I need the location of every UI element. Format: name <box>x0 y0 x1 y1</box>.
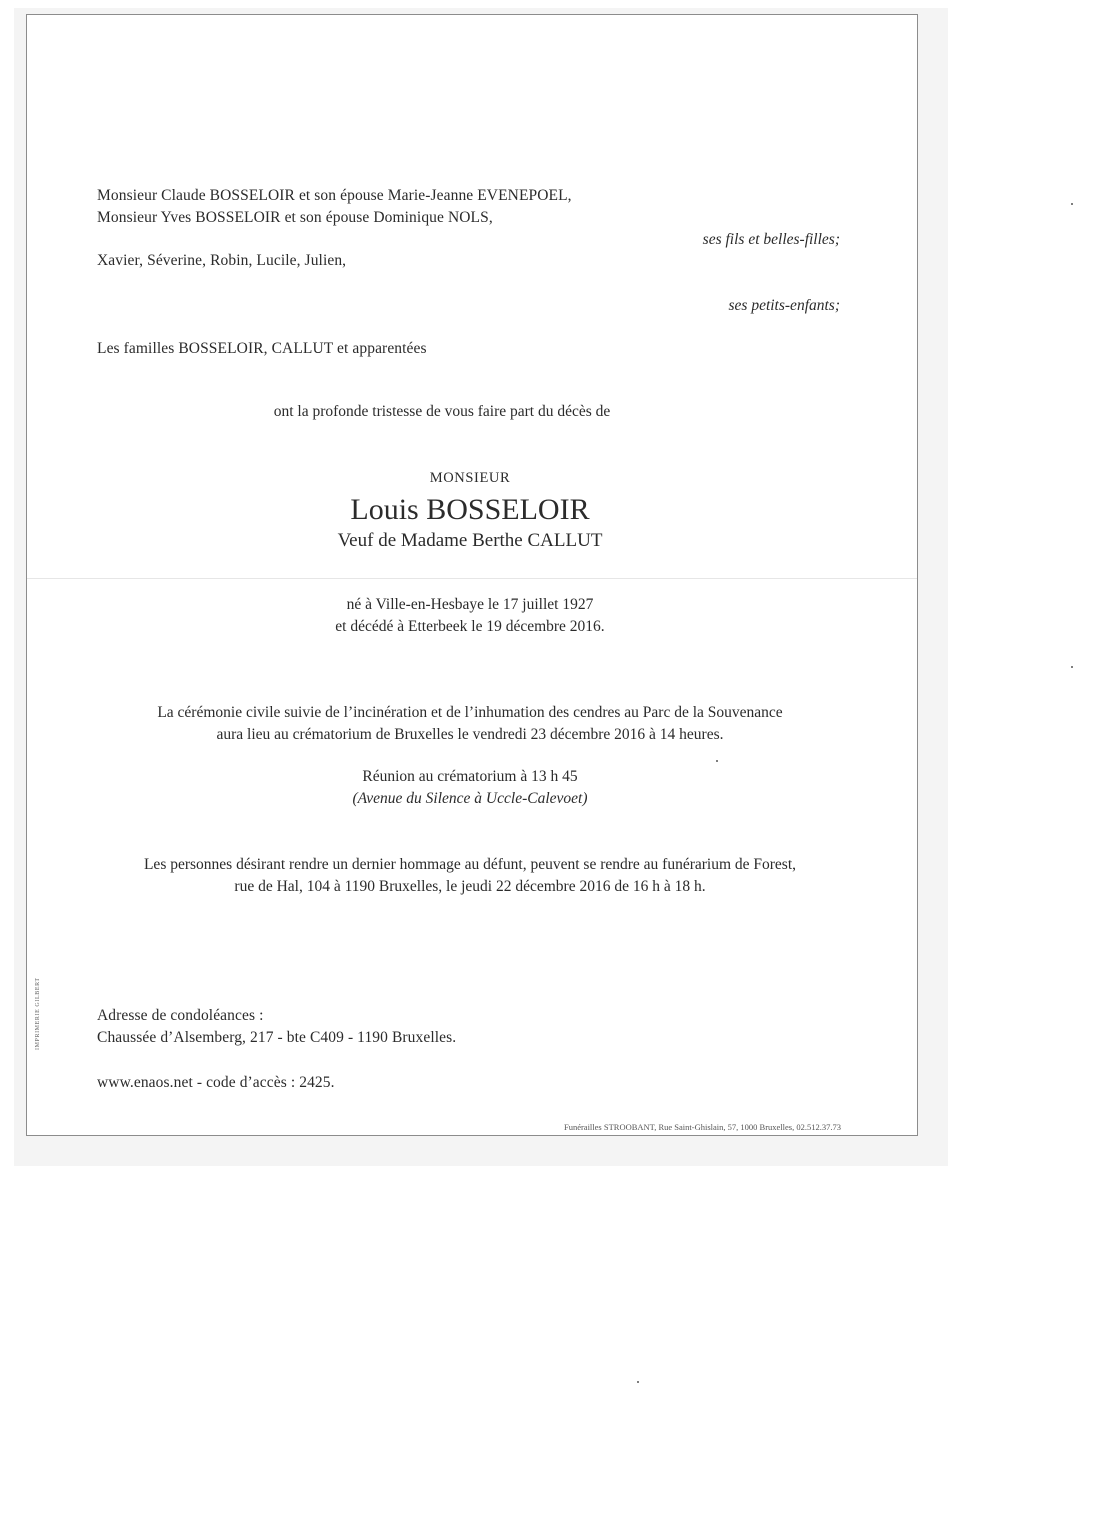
ceremony-line-1: La cérémonie civile suivie de l’incinération et de l’inhumation des cendres au Parc de la Souvenance <box>157 704 783 721</box>
widower-line: Veuf de Madame Berthe CALLUT <box>337 530 603 551</box>
scan-speck <box>1071 666 1073 668</box>
scan-speck <box>716 760 718 762</box>
deceased-name: Louis BOSSELOIR <box>350 493 590 526</box>
meeting-address: (Avenue du Silence à Uccle-Calevoet) <box>352 790 588 807</box>
death-notice-card <box>26 14 918 1136</box>
death-line: et décédé à Etterbeek le 19 décembre 2016. <box>335 618 605 635</box>
funeral-home-footer: Funérailles STROOBANT, Rue Saint-Ghislain, 57, 1000 Bruxelles, 02.512.37.73 <box>563 1122 841 1132</box>
extended-families: Les familles BOSSELOIR, CALLUT et apparentées <box>97 340 427 357</box>
condolences-address: Chaussée d’Alsemberg, 217 - bte C409 - 1190 Bruxelles. <box>97 1029 457 1046</box>
announcement-text: ont la profonde tristesse de vous faire part du décès de <box>273 403 611 420</box>
condolences-label: Adresse de condoléances : <box>97 1007 264 1024</box>
scan-speck <box>637 1381 639 1383</box>
grandchildren-names: Xavier, Séverine, Robin, Lucile, Julien, <box>97 252 347 269</box>
fold-line <box>27 578 917 579</box>
family-line-2: Monsieur Yves BOSSELOIR et son épouse Dominique NOLS, <box>97 209 493 226</box>
homage-line-2: rue de Hal, 104 à 1190 Bruxelles, le jeudi 22 décembre 2016 de 16 h à 18 h. <box>234 878 706 895</box>
relation-children: ses fils et belles-filles; <box>702 231 840 248</box>
scan-speck <box>1071 203 1073 205</box>
ceremony-line-2: aura lieu au crématorium de Bruxelles le vendredi 23 décembre 2016 à 14 heures. <box>216 726 724 743</box>
honorific: MONSIEUR <box>429 470 511 486</box>
meeting-time: Réunion au crématorium à 13 h 45 <box>362 768 578 785</box>
homage-line-1: Les personnes désirant rendre un dernier hommage au défunt, peuvent se rendre au funérarium de Forest, <box>143 856 797 873</box>
condolences-website: www.enaos.net - code d’accès : 2425. <box>97 1074 335 1091</box>
family-line-1: Monsieur Claude BOSSELOIR et son épouse Marie-Jeanne EVENEPOEL, <box>97 187 572 204</box>
birth-line: né à Ville-en-Hesbaye le 17 juillet 1927 <box>346 596 594 613</box>
printer-credit: IMPRIMERIE GILBERT <box>35 977 41 1050</box>
relation-grandchildren: ses petits-enfants; <box>728 297 840 314</box>
